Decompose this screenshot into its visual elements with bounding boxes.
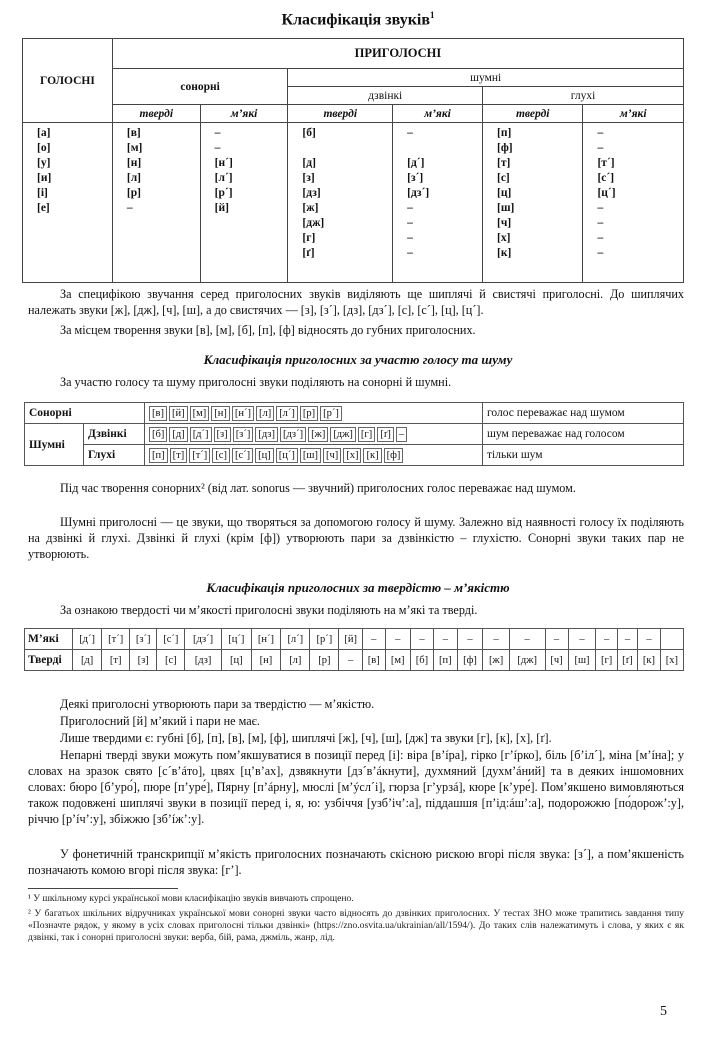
noisy-header: шумні xyxy=(288,69,684,87)
voiced-hard-header: тверді xyxy=(288,105,393,123)
sonorous-note: голос переважає над шумом xyxy=(483,403,684,424)
footnote-divider xyxy=(28,888,178,889)
voiceless-sound-cell: [ч] xyxy=(323,448,341,463)
hard-sound-cell: [н] xyxy=(251,650,281,671)
paragraph-sibilants: За специфікою звучання серед приголосних звуків виділяють ще шиплячі й свистячі приголосні. До шиплячих належать звуки [ж], [дж], [ч], [ш], а до свистячих — [з], [з´], [дз], [дз´], [с], [с´], [ц], [ц´]. xyxy=(28,287,684,317)
voiced-sound-cell: [б] xyxy=(149,427,167,442)
hard-sound-cell: – xyxy=(339,650,363,671)
voiceless-hard-header: тверді xyxy=(483,105,583,123)
sonorous-sound-cell: [й] xyxy=(169,406,188,421)
soft-sound-cell: [с´] xyxy=(157,629,185,650)
voiceless-soft-header: м’які xyxy=(583,105,684,123)
son-hard-header: тверді xyxy=(112,105,200,123)
title-footnote-mark: 1 xyxy=(430,10,435,20)
voice-noise-table xyxy=(24,402,684,466)
voiceless-sound-cell: [п] xyxy=(149,448,168,463)
hard-sound-cell: [п] xyxy=(434,650,458,671)
voiceless-sound-cell: [с´] xyxy=(232,448,253,463)
hard-sound-cell: [к] xyxy=(638,650,661,671)
son-soft-column: – – [н´] [л´] [р´] [й] xyxy=(200,123,288,283)
hard-sound-cell: [г] xyxy=(596,650,617,671)
noisy-label: Шумні xyxy=(25,424,84,466)
soft-sound-cell: [ц´] xyxy=(221,629,251,650)
voiceless-label: Глухі xyxy=(84,445,145,466)
hard-sound-cell: [б] xyxy=(410,650,433,671)
sonorous-sound-cell: [н] xyxy=(211,406,230,421)
sonorous-header: сонорні xyxy=(112,69,288,105)
voiceless-sound-cell: [ц´] xyxy=(276,448,298,463)
hard-sound-cell: [дж] xyxy=(509,650,545,671)
sonorous-sound-cell: [м] xyxy=(190,406,210,421)
hard-sound-cell: [р] xyxy=(310,650,339,671)
soft-sound-cell: – xyxy=(509,629,545,650)
voiced-soft-column: – [д´] [з´] [дз´] – – – – xyxy=(393,123,483,283)
soft-sound-cell: – xyxy=(385,629,410,650)
soft-sound-cell: – xyxy=(545,629,568,650)
soft-sound-cell: – xyxy=(483,629,509,650)
hard-sound-cell: [ц] xyxy=(221,650,251,671)
voiced-sound-cell: [з] xyxy=(214,427,231,442)
hard-sound-cell: [м] xyxy=(385,650,410,671)
paragraph-sonorous: Під час творення сонорних² (від лат. sonorus — звучний) приголосних голос переважає над шумом. xyxy=(60,481,576,495)
sonorous-sound-cell: [в] xyxy=(149,406,167,421)
voiced-sound-cell: [ж] xyxy=(308,427,328,442)
voiceless-header: глухі xyxy=(483,87,684,105)
voiced-note: шум переважає над голосом xyxy=(483,424,684,445)
paragraph-hard-soft-intro: За ознакою твердості чи м’якості приголосні звуки поділяють на м’які та тверді. xyxy=(60,603,478,617)
footnote-1: ¹ У шкільному курсі української мови класифікацію звуків вивчають спрощено. xyxy=(28,893,354,904)
sonorous-sound-cell: [р] xyxy=(300,406,318,421)
voiced-sound-cell: [ґ] xyxy=(377,427,394,442)
soft-sound-cell: [л´] xyxy=(281,629,310,650)
sonorous-sound-cell: [л´] xyxy=(276,406,298,421)
sonorous-sound-cell: [л] xyxy=(256,406,274,421)
voiceless-sound-cell: [ш] xyxy=(300,448,321,463)
heading-hard-soft: Класифікація приголосних за твердістю – м’якістю xyxy=(206,580,510,595)
hard-sound-cell: [з] xyxy=(130,650,157,671)
heading-voice-noise: Класифікація приголосних за участю голосу та шуму xyxy=(203,352,513,367)
soft-sound-cell: [р´] xyxy=(310,629,339,650)
soft-sound-cell: – xyxy=(457,629,483,650)
paragraph-voice-intro: За участю голосу та шуму приголосні звуки поділяють на сонорні й шумні. xyxy=(60,375,452,389)
voiceless-sound-cell: [к] xyxy=(363,448,381,463)
consonants-header: ПРИГОЛОСНІ xyxy=(112,39,683,69)
soft-sound-cell: – xyxy=(434,629,458,650)
paragraph-hard-only: Лише твердими є: губні [б], [п], [в], [м], [ф], шиплячі [ж], [ч], [ш], [дж] та звуки [г], [к], [х], [ґ]. xyxy=(60,731,552,745)
sonorous-label: Сонорні xyxy=(25,403,145,424)
voiced-hard-column: [б] [д] [з] [дз] [ж] [дж] [г] [ґ] xyxy=(288,123,393,283)
soft-sound-cell: [н´] xyxy=(251,629,281,650)
soft-sound-cell: – xyxy=(596,629,617,650)
voiced-sound-cell: – xyxy=(396,427,407,442)
sonorous-sound-cell: [р´] xyxy=(320,406,342,421)
son-soft-header: м’які xyxy=(200,105,288,123)
paragraph-softening: Непарні тверді звуки можуть пом’якшуватися в позиції перед [і]: віра [в’íра], гірко [г’íрко], біль [б’іл´], міна [м’íна]; у словах на зразок свято [с´в’áто], цвях [ц’в’ах], дзвякнути [дз´в’áкнути], духмяний [духм’áний] та в деяких іншомовних словах: бюро [б’уро́], пюре [п’уре́], Пярну [п’áрну], мюслі [м’ýсл´і], гюрза [г’урзá], кюре [к’уре́]. Пом’якшено вимовляються також подовжені шиплячі звуки в позиції перед і, я, ю: узбіччя [узб’іч’:а], піддашшя [п’ід:áш’:а], подорожжю [по́дорож’:у], річчю [р’íч’:у], збіжжю [зб’íж’:у]. xyxy=(28,748,684,826)
soft-sound-cell: – xyxy=(617,629,637,650)
sonorous-sounds xyxy=(145,403,483,424)
voiceless-note: тільки шум xyxy=(483,445,684,466)
hard-sound-cell: [л] xyxy=(281,650,310,671)
sound-classification-table xyxy=(22,38,684,283)
paragraph-transcription: У фонетичній транскрипції м’якість приголосних позначають скісною рискою вгорі після звука: [з´], а пом’якшеність позначають комою вгорі після звука: [г’]. xyxy=(28,847,684,877)
voiced-sound-cell: [дж] xyxy=(330,427,356,442)
soft-sound-cell xyxy=(660,629,683,650)
soft-label: М’які xyxy=(25,629,73,650)
hard-sound-cell: [ф] xyxy=(457,650,483,671)
voiced-sounds xyxy=(145,424,483,445)
voiced-soft-header: м’які xyxy=(393,105,483,123)
soft-sound-cell: [т´] xyxy=(102,629,130,650)
soft-sound-cell: [й] xyxy=(339,629,363,650)
hard-sound-cell: [ч] xyxy=(545,650,568,671)
voiced-sound-cell: [дз´] xyxy=(280,427,306,442)
soft-sound-cell: – xyxy=(568,629,596,650)
paragraph-labials: За місцем творення звуки [в], [м], [б], [п], [ф] відносять до губних приголосних. xyxy=(60,323,476,337)
paragraph-noisy: Шумні приголосні — це звуки, що творяться за допомогою голосу й шуму. Залежно від наявності голосу їх поділяють на дзвінкі й глухі. Дзвінкі й глухі (крім [ф]) утворюють пари за дзвінкістю – глухістю. Сонорні звуки таких пар не утворюють. xyxy=(28,515,684,561)
hard-sound-cell: [ґ] xyxy=(617,650,637,671)
son-hard-column: [в] [м] [н] [л] [р] – xyxy=(112,123,200,283)
voiced-label: Дзвінкі xyxy=(84,424,145,445)
voiceless-soft-column: – – [т´] [с´] [ц´] – – – – xyxy=(583,123,684,283)
soft-sound-cell: – xyxy=(638,629,661,650)
voiceless-sound-cell: [т] xyxy=(170,448,188,463)
hard-sound-cell: [в] xyxy=(363,650,385,671)
voiced-header: дзвінкі xyxy=(288,87,483,105)
paragraph-y-sound: Приголосний [й] м’який і пари не має. xyxy=(60,714,260,728)
soft-sound-cell: – xyxy=(363,629,385,650)
voiced-sound-cell: [г] xyxy=(358,427,375,442)
voiceless-sound-cell: [ф] xyxy=(384,448,404,463)
footnote-2: ² У багатьох шкільних відручниках української мови сонорні звуки часто відносять до дзвінких приголосних. У тестах ЗНО може трапитись завдання типу «Позначте рядок, у якому в усіх словах приголосні тільки дзвінкі» (https://zno.osvita.ua/ukrainian/all/1594/). До таких слів належатимуть і слова, у яких є як дзвінкі, так і сонорні приголосні звуки: верба, бій, рама, джміль, жанр, лід. xyxy=(28,908,684,943)
hard-sound-cell: [т] xyxy=(102,650,130,671)
hard-sound-cell: [ж] xyxy=(483,650,509,671)
voiceless-sound-cell: [т´] xyxy=(189,448,210,463)
voiced-sound-cell: [д] xyxy=(169,427,187,442)
voiced-sound-cell: [дз] xyxy=(255,427,278,442)
sonorous-sound-cell: [н´] xyxy=(232,406,254,421)
vowels-column: [а] [о] [у] [и] [і] [е] xyxy=(23,123,113,283)
hard-sound-cell: [ш] xyxy=(568,650,596,671)
hard-sound-cell: [дз] xyxy=(185,650,222,671)
page-number: 5 xyxy=(660,1004,667,1019)
hard-sound-cell: [д] xyxy=(73,650,102,671)
voiceless-hard-column: [п] [ф] [т] [с] [ц] [ш] [ч] [х] [к] xyxy=(483,123,583,283)
voiceless-sounds xyxy=(145,445,483,466)
voiceless-sound-cell: [с] xyxy=(212,448,230,463)
hard-sound-cell: [х] xyxy=(660,650,683,671)
hard-sound-cell: [с] xyxy=(157,650,185,671)
soft-sound-cell: [д´] xyxy=(73,629,102,650)
soft-sound-cell: [з´] xyxy=(130,629,157,650)
voiceless-sound-cell: [ц] xyxy=(255,448,274,463)
paragraph-pairs: Деякі приголосні утворюють пари за твердістю — м’якістю. xyxy=(60,697,375,711)
voiced-sound-cell: [з´] xyxy=(233,427,254,442)
voiceless-sound-cell: [х] xyxy=(343,448,361,463)
hard-label: Тверді xyxy=(25,650,73,671)
soft-sound-cell: [дз´] xyxy=(185,629,222,650)
hard-soft-table xyxy=(24,628,684,671)
voiced-sound-cell: [д´] xyxy=(190,427,212,442)
page-title: Класифікація звуків$^1$ xyxy=(281,10,435,29)
soft-sound-cell: – xyxy=(410,629,433,650)
vowels-header: ГОЛОСНІ xyxy=(23,39,113,123)
